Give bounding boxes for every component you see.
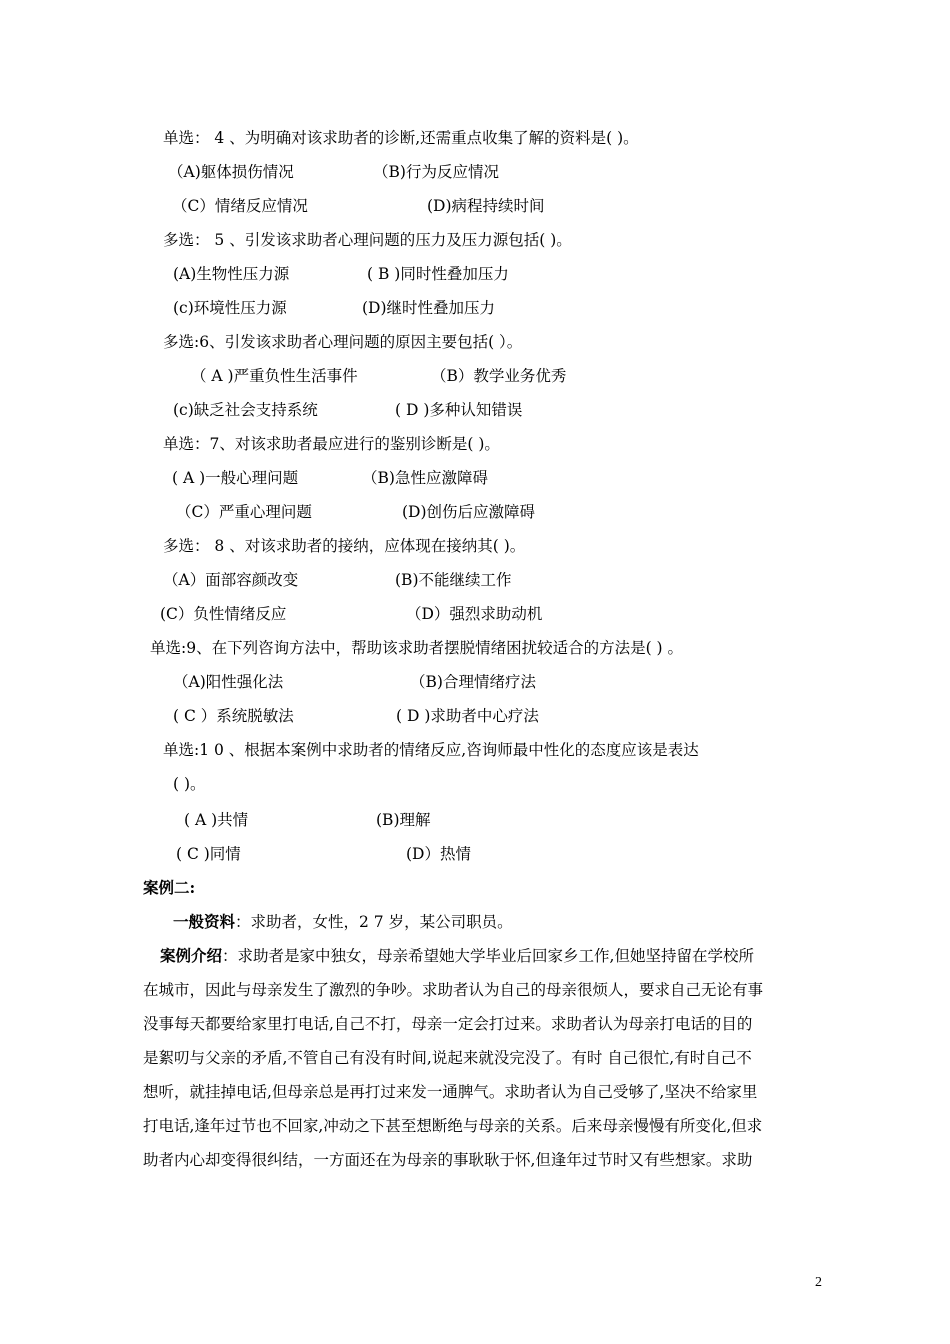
question-8-option-a: （A）面部容颜改变: [163, 571, 299, 589]
question-4-option-a: （A)躯体损伤情况: [168, 163, 294, 181]
question-7-option-c: （C）严重心理问题: [176, 503, 312, 521]
question-8-stem: 多选： 8 、对该求助者的接纳，应体现在接纳其( )。: [163, 537, 526, 555]
case-two-intro-line-5: 想听，就挂掉电话,但母亲总是再打过来发一通脾气。求助者认为自己受够了,坚决不给家里: [143, 1083, 758, 1101]
question-10-option-b: (B)理解: [376, 811, 431, 829]
question-4-option-c: （C）情绪反应情况: [172, 197, 308, 215]
question-6-option-d: ( D )多种认知错误: [395, 401, 523, 419]
question-10-stem: 单选:1 0 、根据本案例中求助者的情绪反应,咨询师最中性化的态度应该是表达: [163, 741, 699, 759]
question-9-option-d: ( D )求助者中心疗法: [396, 707, 539, 725]
case-two-intro-line-1: [160, 946, 754, 966]
question-8-option-d: （D）强烈求助动机: [406, 605, 543, 623]
case-two-intro-line-3: 没事每天都要给家里打电话,自己不打，母亲一定会打过来。求助者认为母亲打电话的目的: [143, 1015, 753, 1033]
question-7-option-a: ( A )一般心理问题: [172, 469, 299, 487]
question-5-option-b: ( B )同时性叠加压力: [367, 265, 509, 283]
question-6-option-b: （B）教学业务优秀: [431, 367, 567, 385]
question-8-option-c: (C）负性情绪反应: [160, 605, 287, 623]
question-7-stem: 单选：7、对该求助者最应进行的鉴别诊断是( )。: [163, 435, 500, 453]
question-6-option-c: (c)缺乏社会支持系统: [173, 401, 318, 419]
case-intro-label: 案例介绍: [160, 946, 223, 965]
question-6-stem: 多选:6、引发该求助者心理问题的原因主要包括( ）。: [163, 333, 523, 351]
case-two-heading: 案例二:: [143, 878, 196, 897]
question-7-option-d: (D)创伤后应激障碍: [402, 503, 536, 521]
question-9-option-b: （B)合理情绪疗法: [410, 673, 536, 691]
question-10-option-d: (D）热情: [406, 845, 471, 863]
question-10-stem-blank: ( )。: [173, 775, 206, 793]
question-9-option-a: （A)阳性强化法: [173, 673, 284, 691]
question-5-option-d: (D)继时性叠加压力: [362, 299, 496, 317]
case-two-intro-line-2: 在城市，因此与母亲发生了激烈的争吵。求助者认为自己的母亲很烦人，要求自己无论有事: [143, 981, 764, 999]
question-5-stem: 多选： 5 、引发该求助者心理问题的压力及压力源包括( )。: [163, 231, 572, 249]
question-10-option-a: ( A )共情: [184, 811, 249, 829]
question-10-option-c: ( C )同情: [176, 845, 241, 863]
case-two-general-info: [173, 912, 513, 932]
question-4-stem: 单选： 4 、为明确对该求助者的诊断,还需重点收集了解的资料是( )。: [163, 129, 639, 147]
case-intro-text: ：求助者是家中独女，母亲希望她大学毕业后回家乡工作,但她坚持留在学校所: [222, 947, 754, 965]
question-8-option-b: (B)不能继续工作: [395, 571, 512, 589]
question-7-option-b: （B)急性应激障碍: [362, 469, 488, 487]
case-two-intro-line-4: 是絮叨与父亲的矛盾,不管自己有没有时间,说起来就没完没了。有时 自己很忙,有时自己不: [143, 1049, 752, 1067]
page-number: 2: [815, 1275, 822, 1290]
question-9-option-c: ( C ）系统脱敏法: [173, 707, 294, 725]
question-5-option-a: (A)生物性压力源: [173, 265, 290, 283]
question-9-stem: 单选:9、在下列咨询方法中，帮助该求助者摆脱情绪困扰较适合的方法是( ) 。: [150, 639, 684, 657]
case-two-intro-line-7: 助者内心却变得很纠结，一方面还在为母亲的事耿耿于怀,但逢年过节时又有些想家。求助: [143, 1151, 753, 1169]
case-two-intro-line-6: 打电话,逢年过节也不回家,冲动之下甚至想断绝与母亲的关系。后来母亲慢慢有所变化,但求: [143, 1117, 763, 1135]
question-6-option-a: （ A )严重负性生活事件: [191, 367, 358, 385]
question-4-option-b: （B)行为反应情况: [373, 163, 499, 181]
question-4-option-d: (D)病程持续时间: [427, 197, 545, 215]
question-5-option-c: (c)环境性压力源: [173, 299, 287, 317]
general-info-label: 一般资料: [173, 912, 236, 931]
general-info-text: ：求助者，女性，2 7 岁，某公司职员。: [235, 913, 513, 931]
